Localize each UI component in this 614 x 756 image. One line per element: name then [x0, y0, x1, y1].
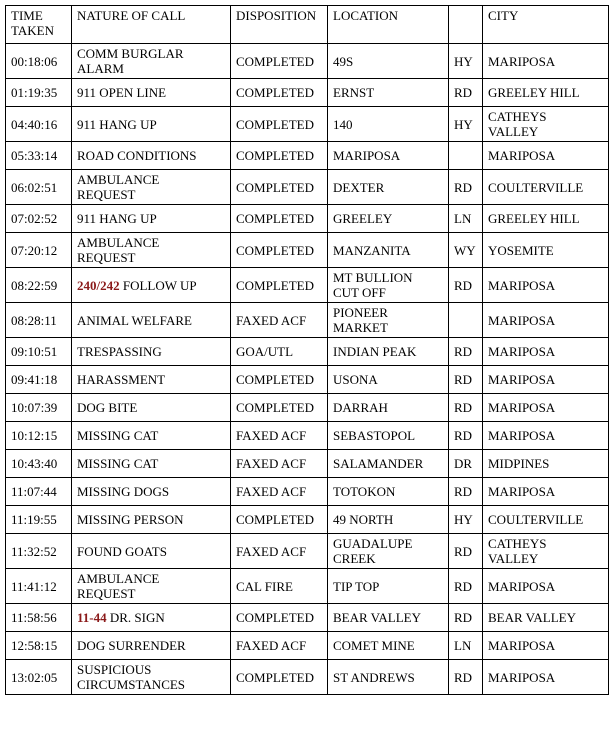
city-text: MARIPOSA — [488, 669, 556, 685]
suffix-cell — [449, 338, 483, 366]
time-value: 11:32:52 — [11, 543, 57, 559]
location-cell — [328, 233, 449, 268]
nature-cell — [72, 170, 231, 205]
location-cell — [328, 268, 449, 303]
location-text: MARIPOSA — [333, 148, 401, 163]
suffix-cell — [449, 632, 483, 660]
time-value: 09:10:51 — [11, 344, 58, 359]
time-cell — [6, 366, 72, 394]
suffix-value: DR — [454, 456, 473, 471]
nature-text: TRESPASSING — [77, 344, 162, 359]
time-cell — [6, 534, 72, 569]
city-text: CATHEYS — [488, 536, 547, 551]
location-text: ERNST — [333, 85, 375, 100]
location-text: ST ANDREWS — [333, 669, 415, 685]
nature-text: MISSING PERSON — [77, 512, 184, 527]
time-value: 01:19:35 — [11, 85, 58, 100]
nature-cell — [72, 604, 231, 632]
location-cell — [328, 604, 449, 632]
table-row — [6, 107, 609, 142]
header-disposition: DISPOSITION — [231, 6, 328, 44]
location-text: INDIAN PEAK — [333, 344, 417, 359]
suffix-value: RD — [454, 578, 473, 594]
nature-text: 911 OPEN LINE — [77, 85, 167, 100]
time-cell — [6, 569, 72, 604]
nature-text: DOG BITE — [77, 400, 138, 415]
location-text: TIP TOP — [333, 578, 380, 594]
header-row — [6, 6, 609, 44]
time-value: 13:02:05 — [11, 669, 58, 685]
city-cell — [483, 450, 609, 478]
time-cell — [6, 79, 72, 107]
table-row — [6, 233, 609, 268]
table-row — [6, 338, 609, 366]
time-value: 11:07:44 — [11, 484, 57, 499]
suffix-value: RD — [454, 344, 473, 359]
city-text: MARIPOSA — [488, 638, 556, 653]
disposition-cell — [231, 338, 328, 366]
table-row — [6, 79, 609, 107]
nature-text: REQUEST — [77, 586, 136, 601]
location-cell — [328, 394, 449, 422]
disposition-value: FAXED ACF — [236, 484, 307, 499]
suffix-cell — [449, 268, 483, 303]
disposition-value: GOA/UTL — [236, 344, 294, 359]
call-log-table — [5, 5, 609, 695]
city-cell — [483, 338, 609, 366]
location-text: MARKET — [333, 320, 388, 335]
time-cell — [6, 303, 72, 338]
table-row — [6, 506, 609, 534]
nature-text: ANIMAL WELFARE — [77, 312, 192, 328]
city-text: MARIPOSA — [488, 578, 556, 594]
nature-text: MISSING CAT — [77, 456, 159, 471]
disposition-cell — [231, 205, 328, 233]
time-value: 04:40:16 — [11, 116, 58, 132]
location-cell — [328, 142, 449, 170]
location-text: GUADALUPE — [333, 536, 413, 551]
suffix-value: RD — [454, 277, 473, 293]
time-cell — [6, 44, 72, 79]
table-row — [6, 660, 609, 695]
location-text: BEAR VALLEY — [333, 610, 421, 625]
location-text: 49S — [333, 53, 354, 69]
nature-text: REQUEST — [77, 187, 136, 202]
nature-cell — [72, 632, 231, 660]
suffix-value: HY — [454, 116, 473, 132]
nature-text: ALARM — [77, 61, 124, 76]
city-cell — [483, 534, 609, 569]
disposition-value: COMPLETED — [236, 179, 314, 195]
location-text: SALAMANDER — [333, 456, 424, 471]
disposition-value: COMPLETED — [236, 53, 314, 69]
city-text: VALLEY — [488, 124, 539, 139]
suffix-value: RD — [454, 428, 473, 443]
city-text: MARIPOSA — [488, 53, 556, 69]
suffix-value: RD — [454, 179, 473, 195]
city-cell — [483, 394, 609, 422]
location-text: CREEK — [333, 551, 376, 566]
city-cell — [483, 107, 609, 142]
city-cell — [483, 79, 609, 107]
city-cell — [483, 632, 609, 660]
suffix-value: RD — [454, 400, 473, 415]
city-cell — [483, 478, 609, 506]
disposition-cell — [231, 170, 328, 205]
location-text: DARRAH — [333, 400, 388, 415]
disposition-value: COMPLETED — [236, 148, 314, 163]
location-text: PIONEER — [333, 305, 388, 320]
time-value: 11:41:12 — [11, 578, 57, 594]
table-row — [6, 170, 609, 205]
city-cell — [483, 366, 609, 394]
location-cell — [328, 303, 449, 338]
suffix-cell — [449, 422, 483, 450]
city-text: BEAR VALLEY — [488, 610, 576, 625]
time-value: 10:12:15 — [11, 428, 58, 443]
time-cell — [6, 107, 72, 142]
city-cell — [483, 303, 609, 338]
header-time-line-2: TAKEN — [11, 23, 55, 38]
table-row — [6, 268, 609, 303]
location-cell — [328, 205, 449, 233]
city-cell — [483, 569, 609, 604]
table-row — [6, 604, 609, 632]
city-cell — [483, 44, 609, 79]
table-row — [6, 303, 609, 338]
suffix-value: RD — [454, 85, 473, 100]
nature-cell — [72, 268, 231, 303]
disposition-value: COMPLETED — [236, 277, 314, 293]
disposition-cell — [231, 107, 328, 142]
nature-cell — [72, 338, 231, 366]
location-text: MT BULLION — [333, 270, 413, 285]
suffix-cell — [449, 366, 483, 394]
table-row — [6, 534, 609, 569]
nature-cell — [72, 303, 231, 338]
time-value: 09:41:18 — [11, 372, 58, 387]
nature-text: AMBULANCE — [77, 172, 160, 187]
suffix-cell — [449, 478, 483, 506]
disposition-cell — [231, 569, 328, 604]
city-cell — [483, 604, 609, 632]
disposition-value: FAXED ACF — [236, 456, 307, 471]
nature-cell — [72, 422, 231, 450]
nature-text: AMBULANCE — [77, 571, 160, 586]
time-cell — [6, 506, 72, 534]
nature-cell — [72, 569, 231, 604]
city-text: MIDPINES — [488, 456, 550, 471]
nature-text: HARASSMENT — [77, 372, 166, 387]
table-row — [6, 394, 609, 422]
suffix-cell — [449, 394, 483, 422]
nature-cell — [72, 107, 231, 142]
city-text: MARIPOSA — [488, 428, 556, 443]
nature-cell — [72, 478, 231, 506]
disposition-cell — [231, 534, 328, 569]
disposition-cell — [231, 450, 328, 478]
city-cell — [483, 268, 609, 303]
time-value: 06:02:51 — [11, 179, 58, 195]
location-text: GREELEY — [333, 211, 393, 226]
disposition-value: COMPLETED — [236, 116, 314, 132]
suffix-value: RD — [454, 484, 473, 499]
suffix-cell — [449, 303, 483, 338]
nature-cell — [72, 366, 231, 394]
time-value: 07:02:52 — [11, 211, 58, 226]
nature-text: COMM BURGLAR — [77, 46, 184, 61]
nature-text: DR. SIGN — [109, 610, 165, 625]
location-text: CUT OFF — [333, 285, 386, 300]
time-cell — [6, 170, 72, 205]
disposition-cell — [231, 366, 328, 394]
time-cell — [6, 233, 72, 268]
suffix-cell — [449, 450, 483, 478]
nature-cell — [72, 205, 231, 233]
location-text: 49 NORTH — [333, 512, 394, 527]
city-text: MARIPOSA — [488, 484, 556, 499]
disposition-cell — [231, 233, 328, 268]
suffix-value: RD — [454, 669, 473, 685]
disposition-cell — [231, 44, 328, 79]
time-cell — [6, 142, 72, 170]
city-text: MARIPOSA — [488, 148, 556, 163]
disposition-cell — [231, 604, 328, 632]
suffix-value: RD — [454, 543, 473, 559]
nature-cell — [72, 394, 231, 422]
nature-cell — [72, 44, 231, 79]
header-time — [6, 6, 72, 44]
nature-cell — [72, 450, 231, 478]
disposition-value: COMPLETED — [236, 372, 314, 387]
city-text: GREELEY HILL — [488, 85, 580, 100]
table-row — [6, 44, 609, 79]
time-cell — [6, 450, 72, 478]
city-text: GREELEY HILL — [488, 211, 580, 226]
call-log-body — [6, 6, 609, 695]
time-cell — [6, 632, 72, 660]
city-text: COULTERVILLE — [488, 512, 584, 527]
disposition-cell — [231, 422, 328, 450]
table-row — [6, 450, 609, 478]
time-cell — [6, 205, 72, 233]
city-text: MARIPOSA — [488, 372, 556, 387]
nature-text: FOUND GOATS — [77, 543, 167, 559]
nature-code: 11-44 — [77, 610, 107, 625]
location-cell — [328, 422, 449, 450]
location-cell — [328, 366, 449, 394]
table-row — [6, 569, 609, 604]
suffix-cell — [449, 205, 483, 233]
city-text: MARIPOSA — [488, 312, 556, 328]
location-text: SEBASTOPOL — [333, 428, 416, 443]
city-text: VALLEY — [488, 551, 539, 566]
nature-text: CIRCUMSTANCES — [77, 677, 186, 692]
city-cell — [483, 205, 609, 233]
time-cell — [6, 422, 72, 450]
suffix-value: HY — [454, 512, 473, 527]
table-row — [6, 142, 609, 170]
disposition-cell — [231, 394, 328, 422]
location-cell — [328, 107, 449, 142]
suffix-cell — [449, 604, 483, 632]
disposition-value: COMPLETED — [236, 512, 314, 527]
location-cell — [328, 44, 449, 79]
location-text: MANZANITA — [333, 242, 411, 258]
time-cell — [6, 268, 72, 303]
suffix-value: HY — [454, 53, 473, 69]
city-cell — [483, 170, 609, 205]
city-cell — [483, 142, 609, 170]
disposition-cell — [231, 660, 328, 695]
time-value: 08:28:11 — [11, 312, 57, 328]
disposition-value: FAXED ACF — [236, 543, 307, 559]
time-cell — [6, 660, 72, 695]
location-text: USONA — [333, 372, 378, 387]
disposition-cell — [231, 303, 328, 338]
disposition-value: COMPLETED — [236, 400, 314, 415]
nature-code: 240/242 — [77, 277, 120, 293]
nature-cell — [72, 142, 231, 170]
suffix-cell — [449, 233, 483, 268]
header-suffix — [449, 6, 483, 44]
location-text: TOTOKON — [333, 484, 396, 499]
time-cell — [6, 478, 72, 506]
suffix-cell — [449, 142, 483, 170]
city-text: MARIPOSA — [488, 400, 556, 415]
location-text: COMET MINE — [333, 638, 415, 653]
city-text: MARIPOSA — [488, 277, 556, 293]
disposition-cell — [231, 506, 328, 534]
nature-text: MISSING CAT — [77, 428, 159, 443]
disposition-value: FAXED ACF — [236, 638, 307, 653]
disposition-cell — [231, 142, 328, 170]
location-text: 140 — [333, 116, 353, 132]
table-row — [6, 205, 609, 233]
nature-text: DOG SURRENDER — [77, 638, 186, 653]
disposition-value: COMPLETED — [236, 242, 314, 258]
suffix-cell — [449, 660, 483, 695]
header-nature: NATURE OF CALL — [72, 6, 231, 44]
nature-cell — [72, 506, 231, 534]
nature-text: SUSPICIOUS — [77, 662, 152, 677]
location-cell — [328, 632, 449, 660]
location-cell — [328, 506, 449, 534]
time-value: 10:43:40 — [11, 456, 58, 471]
suffix-value: RD — [454, 610, 473, 625]
nature-text: REQUEST — [77, 250, 136, 265]
city-cell — [483, 422, 609, 450]
time-value: 00:18:06 — [11, 53, 58, 69]
time-value: 11:19:55 — [11, 512, 57, 527]
nature-cell — [72, 79, 231, 107]
location-cell — [328, 338, 449, 366]
suffix-cell — [449, 107, 483, 142]
header-time-line-1: TIME — [11, 8, 43, 23]
table-row — [6, 478, 609, 506]
location-cell — [328, 450, 449, 478]
time-value: 07:20:12 — [11, 242, 58, 258]
disposition-value: FAXED ACF — [236, 312, 307, 328]
location-text: DEXTER — [333, 179, 385, 195]
city-cell — [483, 506, 609, 534]
disposition-value: FAXED ACF — [236, 428, 307, 443]
suffix-cell — [449, 569, 483, 604]
nature-cell — [72, 534, 231, 569]
city-text: MARIPOSA — [488, 344, 556, 359]
location-cell — [328, 170, 449, 205]
disposition-cell — [231, 478, 328, 506]
time-value: 11:58:56 — [11, 610, 57, 625]
time-value: 12:58:15 — [11, 638, 58, 653]
city-text: YOSEMITE — [488, 242, 554, 258]
nature-text: ROAD CONDITIONS — [77, 148, 197, 163]
nature-text: FOLLOW UP — [122, 277, 197, 293]
nature-text: AMBULANCE — [77, 235, 160, 250]
suffix-value: RD — [454, 372, 473, 387]
suffix-cell — [449, 44, 483, 79]
time-value: 08:22:59 — [11, 277, 58, 293]
time-cell — [6, 604, 72, 632]
city-text: COULTERVILLE — [488, 179, 584, 195]
nature-text: 911 HANG UP — [77, 116, 157, 132]
table-row — [6, 632, 609, 660]
table-row — [6, 366, 609, 394]
time-cell — [6, 338, 72, 366]
suffix-cell — [449, 170, 483, 205]
time-value: 05:33:14 — [11, 148, 58, 163]
location-cell — [328, 569, 449, 604]
city-cell — [483, 233, 609, 268]
location-cell — [328, 660, 449, 695]
location-cell — [328, 478, 449, 506]
suffix-cell — [449, 79, 483, 107]
disposition-cell — [231, 79, 328, 107]
location-cell — [328, 79, 449, 107]
city-cell — [483, 660, 609, 695]
disposition-cell — [231, 632, 328, 660]
time-value: 10:07:39 — [11, 400, 58, 415]
nature-cell — [72, 660, 231, 695]
nature-cell — [72, 233, 231, 268]
nature-text: 911 HANG UP — [77, 211, 157, 226]
location-cell — [328, 534, 449, 569]
suffix-cell — [449, 534, 483, 569]
table-row — [6, 422, 609, 450]
suffix-value: WY — [454, 242, 476, 258]
nature-text: MISSING DOGS — [77, 484, 170, 499]
suffix-value: LN — [454, 211, 472, 226]
header-city: CITY — [483, 6, 609, 44]
disposition-value: CAL FIRE — [236, 578, 293, 594]
header-location: LOCATION — [328, 6, 449, 44]
time-cell — [6, 394, 72, 422]
suffix-value: LN — [454, 638, 472, 653]
disposition-value: COMPLETED — [236, 85, 314, 100]
disposition-cell — [231, 268, 328, 303]
disposition-value: COMPLETED — [236, 669, 314, 685]
disposition-value: COMPLETED — [236, 211, 314, 226]
disposition-value: COMPLETED — [236, 610, 314, 625]
suffix-cell — [449, 506, 483, 534]
city-text: CATHEYS — [488, 109, 547, 124]
